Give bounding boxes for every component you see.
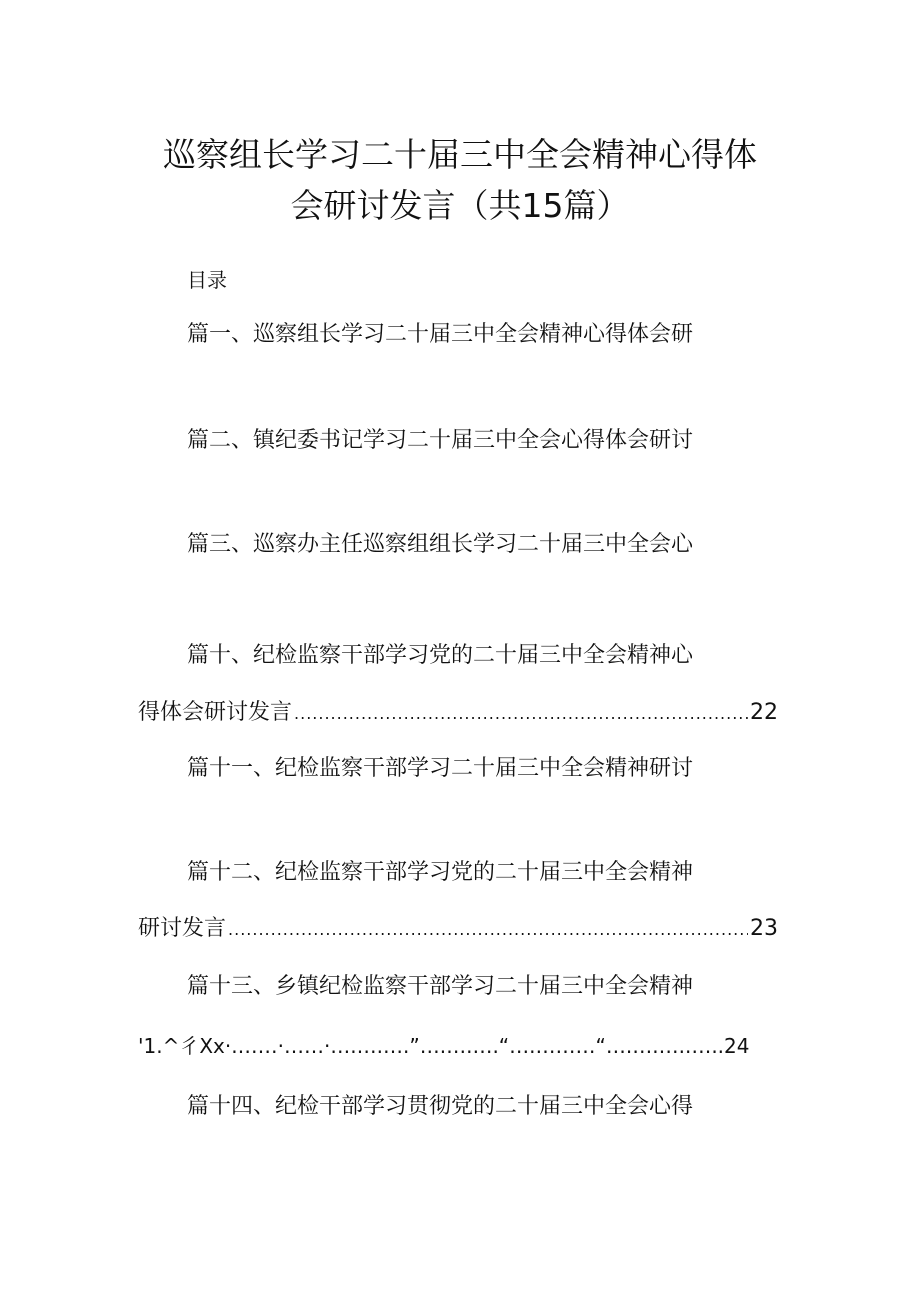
title-line-1: 巡察组长学习二十届三中全会精神心得体 xyxy=(163,135,757,174)
toc-entry-10-continuation[interactable] xyxy=(138,698,778,729)
toc-entry-12-page: 23 xyxy=(750,916,778,941)
toc-entry-1[interactable]: 篇一、巡察组长学习二十届三中全会精神心得体会研 xyxy=(187,322,694,347)
toc-entry-12[interactable]: 篇十二、纪检监察干部学习党的二十届三中全会精神 xyxy=(187,860,694,885)
title-line-2: 会研讨发言（共15篇） xyxy=(290,186,630,225)
toc-heading: 目录 xyxy=(187,268,227,292)
toc-entry-10-continuation-text: 得体会研讨发言 xyxy=(138,700,293,725)
toc-entry-13-continuation[interactable]: '1.^彳Xx·.……·……·….….….”….….….“….………“….….…..…..24 xyxy=(138,1034,750,1058)
toc-entry-10[interactable]: 篇十、纪检监察干部学习党的二十届三中全会精神心 xyxy=(187,643,694,668)
toc-entry-2[interactable]: 篇二、镇纪委书记学习二十届三中全会心得体会研讨 xyxy=(187,428,694,453)
toc-entry-14[interactable]: 篇十四、纪检干部学习贯彻党的二十届三中全会心得 xyxy=(187,1094,694,1119)
toc-entry-12-continuation[interactable] xyxy=(138,914,778,945)
toc-entry-10-page: 22 xyxy=(750,700,778,725)
dot-leader xyxy=(228,915,748,945)
toc-entry-11[interactable]: 篇十一、纪检监察干部学习二十届三中全会精神研讨 xyxy=(187,756,694,781)
toc-entry-13[interactable]: 篇十三、乡镇纪检监察干部学习二十届三中全会精神 xyxy=(187,974,694,999)
dot-leader xyxy=(294,699,748,729)
toc-entry-12-continuation-text: 研讨发言 xyxy=(138,916,227,941)
toc-entry-3[interactable]: 篇三、巡察办主任巡察组组长学习二十届三中全会心 xyxy=(187,532,694,557)
